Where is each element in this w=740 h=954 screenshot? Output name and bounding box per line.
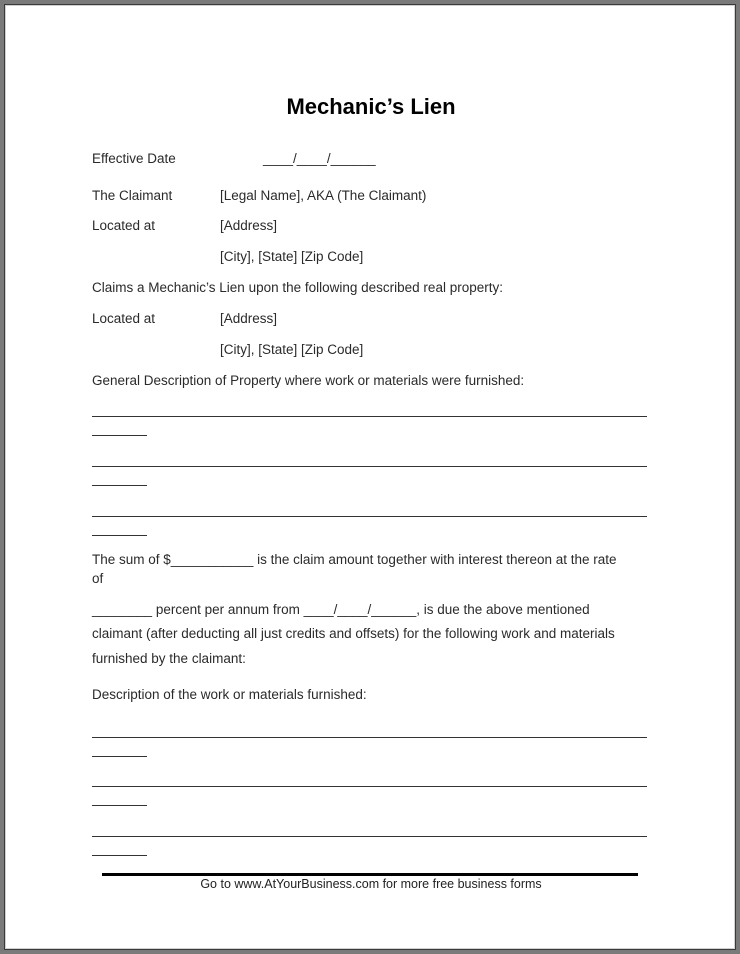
claimant-value: [Legal Name], AKA (The Claimant) (220, 188, 427, 203)
sum-line-5: furnished by the claimant: (92, 651, 246, 666)
property-blank-line-2-short (92, 485, 147, 486)
sum-line-4: claimant (after deducting all just credits and offsets) for the following work and materials (92, 626, 615, 641)
sum-line-2: of (92, 571, 104, 586)
document-title: Mechanic’s Lien (286, 94, 456, 119)
footer-text: Go to www.AtYourBusiness.com for more free business forms (200, 877, 542, 891)
property-description-label: General Description of Property where work or materials were furnished: (92, 373, 525, 388)
effective-date-label: Effective Date (92, 151, 176, 166)
work-blank-line-1-short (92, 756, 147, 757)
work-blank-line-3 (92, 836, 647, 837)
claims-statement: Claims a Mechanic’s Lien upon the following described real property: (92, 280, 503, 295)
claimant-label: The Claimant (92, 188, 173, 203)
property-blank-line-2 (92, 466, 647, 467)
property-blank-line-3-short (92, 535, 147, 536)
document-page (4, 4, 736, 950)
property-blank-line-1 (92, 416, 647, 417)
effective-date-blank: ____/____/______ (263, 151, 376, 166)
sum-line-3: ________ percent per annum from ____/____/______, is due the above mentioned (92, 602, 590, 617)
property-city-line: [City], [State] [Zip Code] (220, 342, 364, 357)
claimant-city-line: [City], [State] [Zip Code] (220, 249, 364, 264)
property-blank-line-3 (92, 516, 647, 517)
work-description-label: Description of the work or materials furnished: (92, 687, 367, 702)
property-blank-line-1-short (92, 435, 147, 436)
property-address: [Address] (220, 311, 278, 326)
claimant-address: [Address] (220, 218, 278, 233)
claimant-located-label: Located at (92, 218, 156, 233)
property-located-label: Located at (92, 311, 156, 326)
work-blank-line-2 (92, 786, 647, 787)
sum-line-1: The sum of $___________ is the claim amount together with interest thereon at the rate (92, 552, 617, 567)
footer-rule (102, 873, 638, 876)
work-blank-line-1 (92, 737, 647, 738)
work-blank-line-3-short (92, 855, 147, 856)
work-blank-line-2-short (92, 805, 147, 806)
